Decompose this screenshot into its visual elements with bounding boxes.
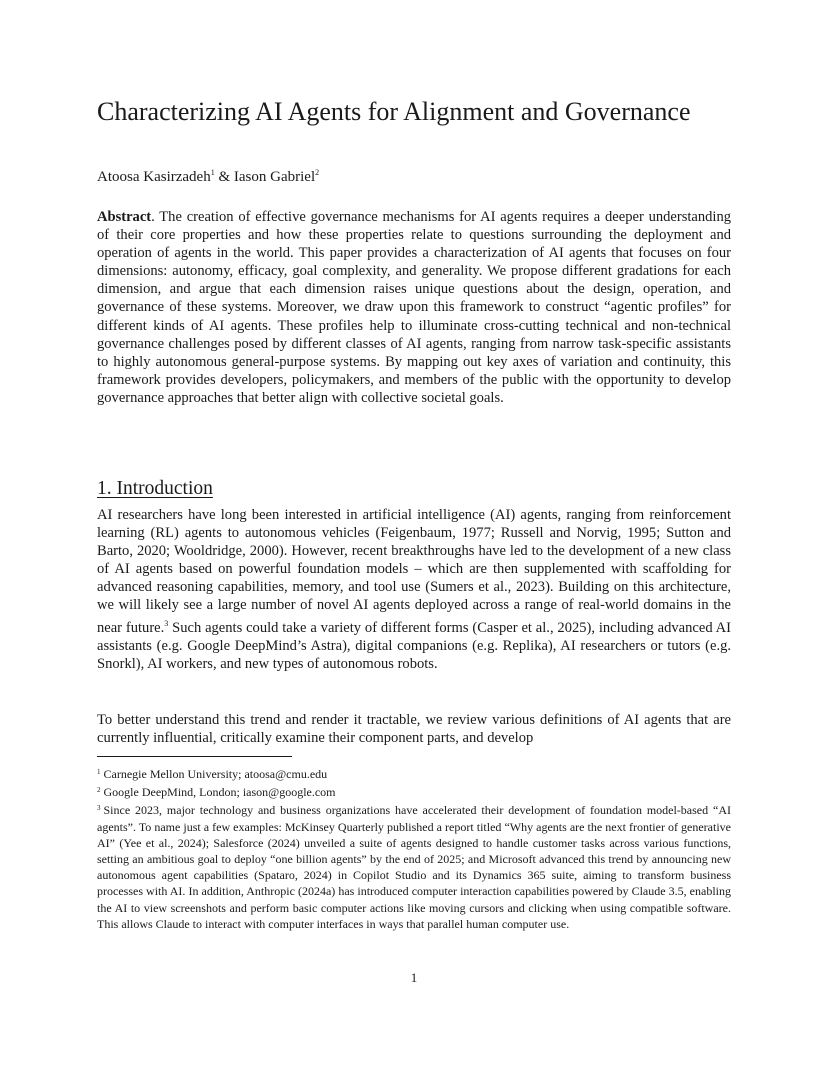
abstract — [97, 208, 731, 407]
paper-title: Characterizing AI Agents for Alignment and Governance — [97, 97, 691, 126]
footnote-text: Carnegie Mellon University; atoosa@cmu.edu — [103, 767, 328, 781]
author-name: Iason Gabriel — [233, 169, 316, 185]
intro-paragraph: To better understand this trend and render it tractable, we review various definitions of AI agents that are currently influential, critically examine their component parts, and develop — [97, 712, 731, 747]
paragraph-text: AI researchers have long been interested in artificial intelligence (AI) agents, ranging from reinforcement learning (RL) agents to autonomous vehicles (Feigenbaum, 1977; Russell and Norvig, 1995; Sutton and Barto, 2020; Wooldridge, 2000). However, recent breakthroughs have led to the development of a new class of AI agents based on powerful foundation models – which are then supplemented with scaffolding for advanced reasoning capabilities, memory, and tool use (Sumers et al., 2023). Building on this architecture, we will likely see a large number of novel AI agents deployed across a range of real-world domains in the near future. — [97, 507, 731, 636]
intro-paragraph — [97, 506, 731, 673]
footnote — [97, 800, 731, 932]
footnote-reference: 3 — [164, 618, 169, 628]
footnote — [97, 764, 731, 782]
author-name: Atoosa Kasirzadeh — [97, 169, 211, 185]
footnotes — [97, 764, 731, 932]
abstract-text: . The creation of effective governance mechanisms for AI agents requires a deeper understanding of their core properties and how these properties relate to questions surrounding the deployment and operation of agents in the world. This paper provides a characterization of AI agents that focuses on four dimensions: autonomy, efficacy, goal complexity, and generality. We propose different gradations for each dimension, and argue that each dimension raises unique questions about the design, operation, and governance of these systems. Moreover, we draw upon this framework to construct “agentic profiles” for different kinds of AI agents. These profiles help to illuminate cross-cutting technical and non-technical governance challenges posed by different classes of AI agents, ranging from narrow task-specific assistants to highly autonomous general-purpose systems. By mapping out key axes of variation and continuity, this framework provides developers, policymakers, and members of the public with the opportunity to develop governance approaches that better align with collective societal goals. — [97, 209, 731, 406]
abstract-label: Abstract — [97, 209, 152, 225]
footnote-mark: 2 — [97, 786, 101, 795]
footnote-divider — [97, 756, 292, 757]
footnote-text: Since 2023, major technology and business organizations have accelerated their development of foundation model-based “AI agents”. To name just a few examples: McKinsey Quarterly published a report titled “Why agents are the next frontier of generative AI” (Yee et al., 2024); Salesforce (2024) unveiled a suite of agents designed to handle customer tasks across various functions, setting an ambitious goal to deploy “one billion agents” by the end of 2025; and Microsoft advanced this trend by announcing new autonomous agent capabilities (Spataro, 2024) in Copilot Studio and its Dynamics 365 suite, aiming to transform business processes with AI. In addition, Anthropic (2024a) has introduced computer interaction capabilities powered by Claude 3.5, enabling the AI to view screenshots and perform basic computer actions like moving cursors and clicking when using compatible software. This allows Claude to interact with computer interfaces in ways that parallel human computer use. — [97, 803, 731, 931]
footnote-mark: 1 — [97, 768, 101, 776]
affiliation-mark: 2 — [315, 168, 320, 177]
page-number: 1 — [410, 970, 418, 985]
paragraph-text: Such agents could take a variety of different forms (Casper et al., 2025), including advanced AI assistants (e.g. Google DeepMind’s Astra), digital companions (e.g. Replika), AI researchers or tutors (e.g. Snorkl), AI workers, and new types of autonomous robots. — [97, 619, 731, 672]
footnote-text: Google DeepMind, London; iason@google.com — [103, 785, 336, 800]
author-line — [97, 163, 319, 187]
footnote-mark: 3 — [97, 804, 101, 813]
author-separator: & — [214, 169, 234, 185]
affiliation-mark: 1 — [210, 168, 215, 177]
footnote — [97, 782, 731, 800]
section-heading: 1. Introduction — [97, 478, 213, 499]
